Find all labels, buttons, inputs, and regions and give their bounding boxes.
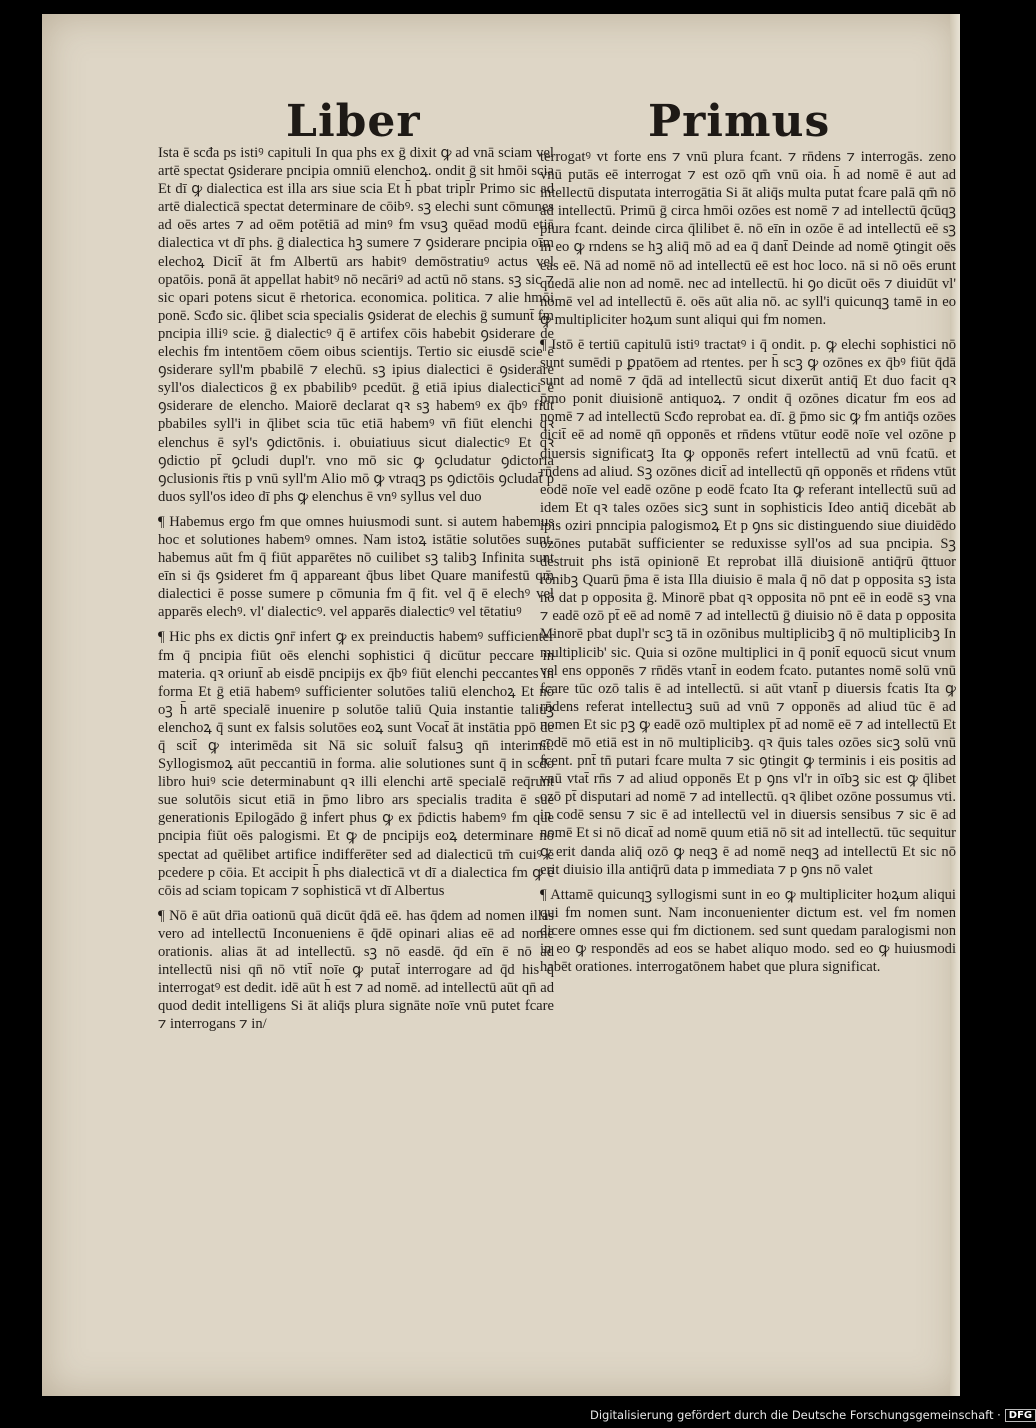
paragraph: ¶ Hic phs ex dictis ꝯnr̄ infert ꝙ ex preinductis habemꝰ sufficienter fm q̄ pncipia fiūt oēs elenchi sophistici q̄ dicūtur peccare in materia. qꝛ oriunt̄ ab eisdē pncipijs ex q̄bꝰ fiūt elenchi peccantes in forma Et ḡ etiā habemꝰ sufficienter solutōes taliū elenchoꝝ Et nō oꝫ h̄ artē specialē inuenire p solutōe taliū Quia instantie taliuꝫ elenchoꝝ q̄ sunt ex falsis solutōes eoꝝ sunt Vocat̄ āt instātia ppō de q̄ scit̄ ꝙ interimēda sit Nā sic soluit̄ falsuꝫ qn̄ interimit̄. Syllogismoꝝ aūt peccantiū in forma. alie solutiones sunt q̄ in scđo libro huiꝰ scie determinabunt qꝛ illi elenchi artē specialē req̄runt sue solutōis sicut etiā in p̄mo libro ars specialis tradita ē sue generationis Epilogādo ḡ infert phus ꝙ ex p̄dictis habemꝰ fm que pncipia fiūt oēs palogismi. Et ꝙ de pncipijs eoꝝ determinare nō spectat ad quēlibet artifice indifferēter sed ad dialecticū tm̄ cuiꝰ ē pcedere p cōia. Et accipit h̄ phs dialecticā vt dī a dialectica fm ꝙ ē cōis ad sciam topicam ⁊ sophisticā vt dī Albertus [158, 629, 554, 899]
paragraph: ¶ Istō ē tertiū capitulū istiꝰ tractatꝰ i q̄ ondit. p. ꝙ elechi sophistici nō sunt sumēdi p ꝑpatōem ad rtentes. per h̄ scꝫ ꝙ ozōnes ex q̄bꝰ fiūt q̄dā sunt ad nomē ⁊ q̄dā ad intellectū sicut dixerūt antiq̄ Et duo facit qꝛ p̄mo ponit diuisionē antiquoꝝ. ⁊ ondit q̄ ozōnes dicatur fm eos ad nomē ⁊ ad intellectū Scđo reprobat ea. dī. ḡ p̄mo sic ꝙ fm antiq̄s ozōes dicit̄ eē ad nomē qn̄ opponēs et rn̄dens vtūtur eodē noīe vel ozōne p diuersis significatꝫ Ita ꝙ opponēs refert intellectū ad vnū fcatū. et rn̄dens ad aliud. Sꝫ ozōnes dicit̄ ad intellectū qn̄ opponēs et rn̄dens vtūt eodē noīe vel eadē ozōne p eodē fcato Ita ꝙ referant intellectū suū ad idem Et qꝛ tales ozōes sicꝫ sunt in sophisticis Ideo antiq̄ dicebāt ab ipis oziri pnncipia palogismoꝝ Et p ꝯns sic distinguendo siue diuidēdo ozōnes putabāt sufficienter se reduxisse syll'os ad sua pncipia. Sꝫ destruit phs istā opinionē Et reprobat illā diuisionē antiq̄rū q̄ttuor rōnibꝫ Quarū p̄ma ē ista Illa diuisio ē mala q̄ nō dat p opposita sꝫ ista nō dat p opposita ḡ. Minorē pbat qꝛ opposita nō pnt eē in eodē sꝫ vna ⁊ eadē ozō pt̄ eē ad nomē ⁊ ad intellectū ḡ diuisio nō ē data p opposita Minorē pbat dupl'r scꝫ tā in ozōnibus multiplicibꝫ q̄ nō multiplicibꝫ In multiplicib' sic. Quia si ozōne multiplici in q̄ ponit̄ equocū sicut vnum vel ens opponēs ⁊ rn̄dēs vtant̄ in eodem fcato. putantes nomē solū vnū fcare tūc ozō talis ē ad intellectū. si aūt vtant̄ p diuersis fcatis Ita ꝙ rn̄dens referat intellectuꝫ suū ad vnū ⁊ opponēs ad aliud tūc ē ad nomen Et sic pꝫ ꝙ eadē ozō multiplex pt̄ ad nomē eē ⁊ ad intellectū Et codē mō etiā est in nō multiplicibꝫ. qꝛ q̄uis tales ozōes sicꝫ solū vnū fcent. pnt̄ tn̄ putari fcare multa ⁊ sic ꝯtingit ꝙ terminis i eis positis ad vnū vtat̄ rn̄s ⁊ ad aliud opponēs Et p ꝯns vl'r in oībꝫ sic est ꝙ q̄libet ozō pt̄ disputari ad nomē ⁊ ad intellectū. qꝛ q̄libet ozōne possumus vti. in codē sensu ⁊ sic ē ad intellectū vel in diuersis sensibus ⁊ sic ē ad nomē Et si nō dicat̄ ad nomē quum etiā nō sit ad intellectū. tūc sequitur ꝙ erit danda aliq̄ ozō ꝙ neqꝫ ē ad nomē neqꝫ ad intellectū Et sic nō erit diuisio illa antiq̄rū data p immediata ⁊ p ꝯns nō valet [540, 336, 956, 878]
running-head-left: Liber [286, 96, 421, 147]
right-text-column [540, 148, 956, 983]
paragraph: ¶ Attamē quicunqꝫ syllogismi sunt in eo ꝙ multipliciter hoꝝum aliqui qui fm nomen sunt. Nam inconuenienter dictum est. vel fm nomen dicere omnes esse qui fm dictionem. sed sunt quedam paralogismi non in eo ꝙ respondēs ad eos se habet aliquo modo. sed eo ꝙ huiusmodi habēt orationes. interrogatōnem habet que plura significat. [540, 886, 956, 976]
dfg-logo: DFG [1005, 1409, 1036, 1422]
paragraph: ¶ Nō ē aūt dr̄ia oationū quā dicūt q̄dā eē. has q̄dem ad nomen illas vero ad intellectū Inconueniens ē q̄dē opinari alias eē ad nomē orationis. alias āt ad intellectū. sꝫ nō easdē. q̄d eīn ē nō ad intellectū nisi qn̄ nō vtit̄ noīe ꝙ putat̄ interrogare ad q̄d his q̄ interrogatꝰ est dedit. idē aūt h̄ est ⁊ ad nomē. ad intellectū aūt qn̄ ad quod dedit intelligens Si āt aliq̄s plura signāte noīe vnū putet fcare ⁊ interrogans ⁊ in/ [158, 907, 554, 1033]
paragraph: terrogatꝰ vt forte ens ⁊ vnū plura fcant. ⁊ rn̄dens ⁊ interrogās. zeno vnū putās eē interrogat ⁊ est ozō qm̄ vnū oia. h̄ ad nomē ē aut ad intellectū disputata interrogātia Si āt aliq̄s multa putat fcare palā qm̄ nō ad intellectū. Primū ḡ circa hmōi ozōes est nomē ⁊ ad intellectū q̄cūqꝫ plura fcant. deinde circa q̄lilibet ē. nō eīn in ozōe ē ad intellectū eē sꝫ in eo ꝙ rndens se hꝫ aliq̄ mō ad ea q̄ dant̄ Deinde ad nomē ꝯtingit oēs eas eē. Nā ad nomē nō ad intellectū eē est hoc loco. nā si nō oēs erunt quedā alie non ad nomē. nec ad intellectū. hi ꝯo dicūt oēs ⁊ diuidūt vl' nomē vel ad intellectū ē. oēs aūt alia nō. ac syll'i quicunqꝫ tamē in eo ꝙ multipliciter hoꝝum sunt aliqui qui fm nomen. [540, 149, 956, 328]
paragraph: ¶ Habemus ergo fm que omnes huiusmodi sunt. si autem habemus hoc et solutiones habemꝰ omnes. Nam istoꝝ istātie solutōes sunt. habemus aūt fm q̄ fiūt apparētes nō cuilibet sꝫ talibꝫ Infinita sunt eīn si q̄s ꝯsideret fm q̄ appareant q̄bus libet Quare manifestū qm̄ dialectici ē posse sumere p cōmunia fm q̄ fit. vel q̄ ē elechꝰ vel apparēs elechꝰ. vl' dialecticꝰ. vel apparēs dialecticꝰ vel tētatiuꝰ [158, 513, 554, 621]
funding-credit-text: Digitalisierung gefördert durch die Deutsche Forschungsgemeinschaft · [590, 1408, 1001, 1422]
funding-credit [590, 1408, 1033, 1426]
running-head-right: Primus [648, 96, 831, 147]
left-text-column [158, 144, 554, 1041]
paragraph: Ista ē scđa ps istiꝰ capituli In qua phs ex ḡ dixit ꝙ ad vnā sciam vel artē spectat ꝯsiderare pncipia omniū elenchoꝝ. ondit ḡ sit hmōi scia Et dī ꝙ dialectica est illa ars siue scia Et h̄ pbat tripl̄r Primo sic ad artē dialecticā spectat determinare de cōibꝰ. sꝫ elechi sunt cōmunes ad oēs artes ⁊ ad oēm potētiā ad minꝰ fm vsuꝫ quēad modū etiā dialectica vt dī phs. ḡ dialectica hꝫ sumere ⁊ ꝯsiderare pncipia oīm elechoꝝ Dicit̄ āt fm Albertū ars habitꝰ demōstratiuꝰ actus vel opatōis. ponā āt appellat habitꝰ nō necāriꝰ ad actū nō stans. sꝫ sic ⁊ sic opari potens sicut ē rhetorica. economica. politica. ⁊ alie hmōi ponē. Scđo sic. q̄libet scia specialis ꝯsiderat de elechis ḡ sumunt̄ fm pncipia illiꝰ scie. ḡ dialecticꝰ q̄ ē artifex cōis habebit ꝯsiderare de elechis fm intentōem cōem oibus scientijs. Tertio sic eiusdē scie ē ꝯsiderare syll'm pbabilē ⁊ elechū. sꝫ ipius dialectici ē ꝯsiderare syll'os dialecticos ḡ ex pbabilibꝰ pcedūt. ḡ etiā ipius dialectici ē ꝯsiderare de elencho. Maiorē declarat qꝛ sꝫ habemꝰ ex q̄bꝰ fiūt pbabiles syll'i in q̄libet scia tūc etiā habemꝰ vn̄ fiūt elenchi qꝛ elenchus ē syl's ꝯdictōnis. i. obuiatiuus sicut dialecticꝰ Et qꝛ ꝯdictio pt̄ ꝯcludi dupl'r. vno mō sic ꝙ ꝯcludatur ꝯdictoria ꝯclusionis r̄tis p vnū syll'm Alio mō ꝙ vtraqꝫ ps ꝯdictōis ꝯcludat̄ p duos syll'os ideo dī phs ꝙ elenchus ē vnꝰ syllus vel duo [158, 145, 554, 505]
